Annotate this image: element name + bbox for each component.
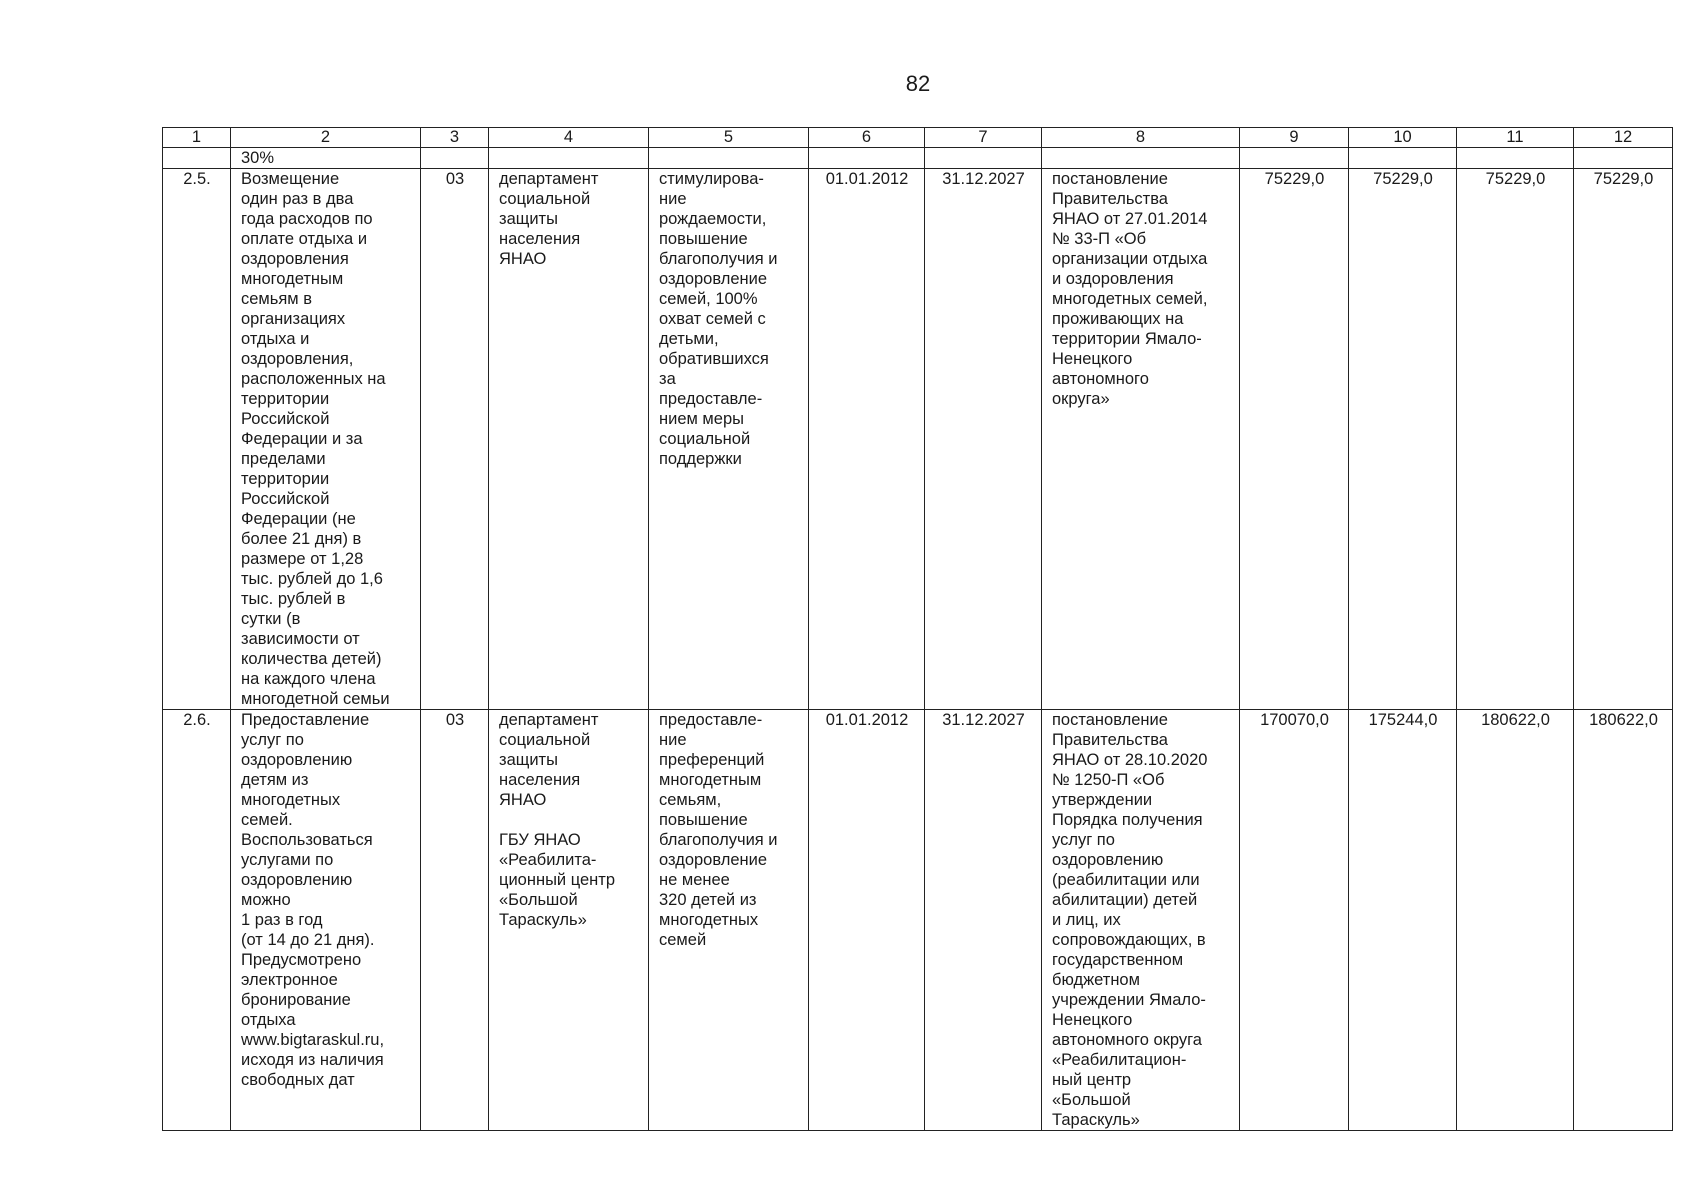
page-number: 82 [905, 71, 931, 96]
executor-cell: департамент социальной защиты населения ЯНАО [489, 169, 649, 710]
goal-cell: предоставле- ние преференций многодетным семьям, повышение благополучия и оздоровление не менее 320 детей из многодетных семей [649, 710, 809, 1131]
end-date-cell: 31.12.2027 [925, 169, 1042, 710]
code-cell: 03 [421, 710, 489, 1131]
table-row [163, 710, 1673, 1131]
column-header: 7 [925, 128, 1042, 148]
amount-cell: 180622,0 [1457, 710, 1574, 1131]
amount-cell: 75229,0 [1240, 169, 1349, 710]
legal-basis-cell: постановление Правительства ЯНАО от 28.10.2020 № 1250-П «Об утверждении Порядка получения услуг по оздоровлению (реабилитации или абилитации) детей и лиц, их сопровождающих, в государственном бюджетном учреждении Ямало- Ненецкого автономного округа «Реабилитацион- ный центр «Большой Тараскуль» [1042, 710, 1240, 1131]
column-header: 5 [649, 128, 809, 148]
amount-cell: 75229,0 [1457, 169, 1574, 710]
amount-cell [1574, 148, 1673, 169]
column-header: 9 [1240, 128, 1349, 148]
amount-cell: 75229,0 [1349, 169, 1457, 710]
end-date-cell [925, 148, 1042, 169]
amount-cell: 75229,0 [1574, 169, 1673, 710]
column-header: 12 [1574, 128, 1673, 148]
amount-cell: 180622,0 [1574, 710, 1673, 1131]
goal-cell: стимулирова- ние рождаемости, повышение благополучия и оздоровление семей, 100% охват семей с детьми, обратившихся за предоставле- нием меры социальной поддержки [649, 169, 809, 710]
table-row [163, 148, 1673, 169]
legal-basis-cell: постановление Правительства ЯНАО от 27.01.2014 № 33-П «Об организации отдыха и оздоровления многодетных семей, проживающих на территории Ямало- Ненецкого автономного округа» [1042, 169, 1240, 710]
table-row [163, 169, 1673, 710]
code-cell: 03 [421, 169, 489, 710]
column-header: 6 [809, 128, 925, 148]
column-header: 3 [421, 128, 489, 148]
column-header: 4 [489, 128, 649, 148]
column-header: 11 [1457, 128, 1574, 148]
amount-cell: 170070,0 [1240, 710, 1349, 1131]
measure-name-cell: Возмещение один раз в два года расходов по оплате отдыха и оздоровления многодетным семьям в организациях отдыха и оздоровления, расположенных на территории Российской Федерации и за пределами территории Российской Федерации (не более 21 дня) в размере от 1,28 тыс. рублей до 1,6 тыс. рублей в сутки (в зависимости от количества детей) на каждого члена многодетной семьи [231, 169, 421, 710]
column-number-row [163, 128, 1673, 148]
program-table [162, 127, 1673, 1131]
row-number-cell: 2.6. [163, 710, 231, 1131]
start-date-cell: 01.01.2012 [809, 710, 925, 1131]
measure-name-cell: Предоставление услуг по оздоровлению детям из многодетных семей. Воспользоваться услугами по оздоровлению можно 1 раз в год (от 14 до 21 дня). Предусмотрено электронное бронирование отдыха www.bigtaraskul.ru, исходя из наличия свободных дат [231, 710, 421, 1131]
column-header: 2 [231, 128, 421, 148]
legal-basis-cell [1042, 148, 1240, 169]
executor-cell [489, 148, 649, 169]
executor-cell: департамент социальной защиты населения ЯНАО ГБУ ЯНАО «Реабилита- ционный центр «Большой Тараскуль» [489, 710, 649, 1131]
start-date-cell: 01.01.2012 [809, 169, 925, 710]
column-header: 1 [163, 128, 231, 148]
column-header: 10 [1349, 128, 1457, 148]
goal-cell [649, 148, 809, 169]
row-number-cell [163, 148, 231, 169]
amount-cell [1349, 148, 1457, 169]
amount-cell [1457, 148, 1574, 169]
end-date-cell: 31.12.2027 [925, 710, 1042, 1131]
row-number-cell: 2.5. [163, 169, 231, 710]
code-cell [421, 148, 489, 169]
amount-cell: 175244,0 [1349, 710, 1457, 1131]
column-header: 8 [1042, 128, 1240, 148]
amount-cell [1240, 148, 1349, 169]
measure-name-cell: 30% [231, 148, 421, 169]
start-date-cell [809, 148, 925, 169]
